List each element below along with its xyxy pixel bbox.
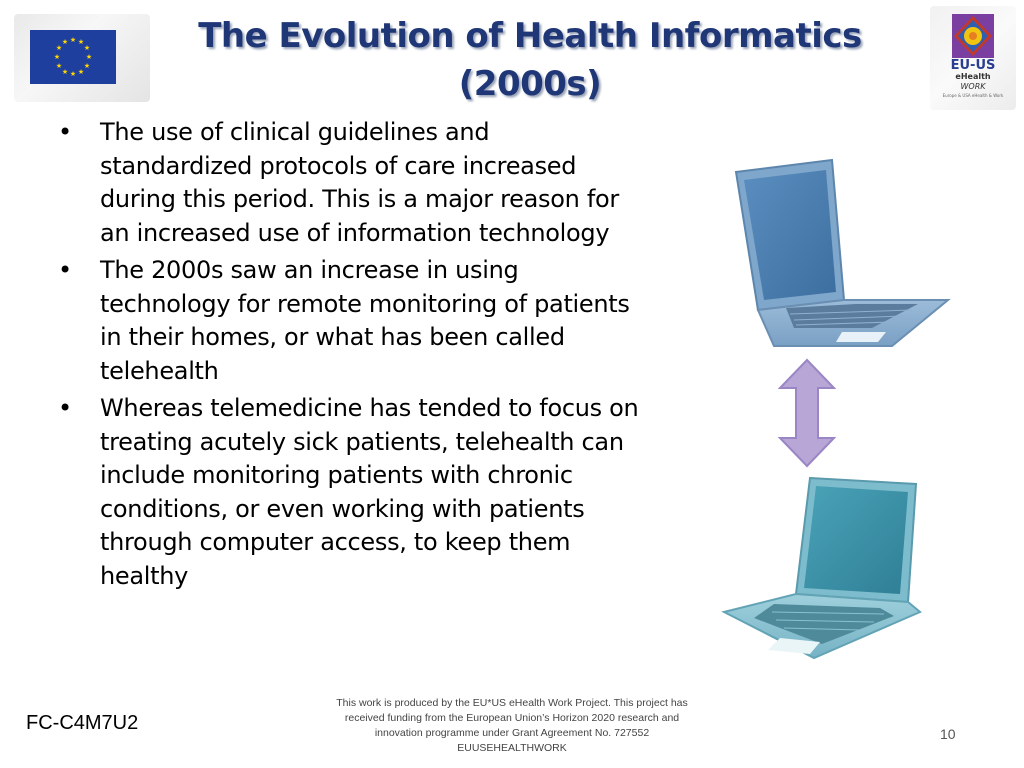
svg-text:★: ★	[55, 62, 63, 70]
laptop-icon	[684, 462, 1004, 676]
funding-line-3: innovation programme under Grant Agreement No. 727552	[374, 727, 650, 739]
svg-text:★: ★	[69, 36, 77, 44]
logo-emblem-icon	[950, 12, 996, 60]
svg-text:★: ★	[77, 68, 85, 76]
funding-line-2: received funding from the European Union’s Horizon 2020 research and	[344, 712, 680, 724]
svg-text:★: ★	[55, 44, 63, 52]
title-line-1: The Evolution of Health Informatics	[198, 16, 862, 56]
bullet-item	[58, 392, 646, 593]
funding-line-1: This work is produced by the EU*US eHealth Work Project. This project has	[336, 697, 688, 709]
bullet-dot: •	[58, 118, 72, 146]
logo-line-3: WORK	[960, 82, 986, 91]
laptop-icon	[666, 150, 1006, 358]
svg-text:★: ★	[61, 68, 69, 76]
bullet-dot: •	[58, 256, 72, 284]
footer-code: FC-C4M7U2	[26, 712, 139, 734]
bullet-dot: •	[58, 394, 72, 422]
logo-tagline: Europe & USA eHealth & Work	[942, 93, 1004, 98]
bullet-list	[58, 116, 646, 597]
funding-line-4: EUUSEHEALTHWORK	[457, 742, 567, 754]
svg-text:★: ★	[77, 38, 85, 46]
logo-brand: EU-US	[950, 58, 996, 73]
bullet-text: The use of clinical guidelines and standardized protocols of care increased during this period. This is a major reason for an increased use of information technology	[100, 118, 619, 247]
bullet-item	[58, 116, 646, 250]
svg-text:★: ★	[83, 62, 91, 70]
eu-us-ehealth-logo	[930, 6, 1016, 110]
svg-text:★: ★	[69, 70, 77, 78]
title-line-2: (2000s)	[458, 64, 602, 104]
bullet-text: The 2000s saw an increase in using technology for remote monitoring of patients in their homes, or what has been called telehealth	[100, 256, 630, 385]
svg-text:★: ★	[85, 53, 93, 61]
page-number: 10	[940, 726, 956, 742]
svg-text:★: ★	[83, 44, 91, 52]
eu-flag-frame	[14, 14, 150, 102]
bullet-item	[58, 254, 646, 388]
logo-line-2: eHealth	[955, 72, 991, 81]
double-arrow-icon	[776, 358, 838, 468]
slide-title	[160, 12, 900, 108]
bullet-text: Whereas telemedicine has tended to focus on treating acutely sick patients, telehealth can include monitoring patients with chronic conditions, or even working with patients through computer access, to keep them healthy	[100, 394, 639, 590]
eu-flag-icon	[30, 30, 116, 84]
svg-text:★: ★	[53, 53, 61, 61]
svg-text:★: ★	[61, 38, 69, 46]
funding-notice	[300, 696, 724, 756]
